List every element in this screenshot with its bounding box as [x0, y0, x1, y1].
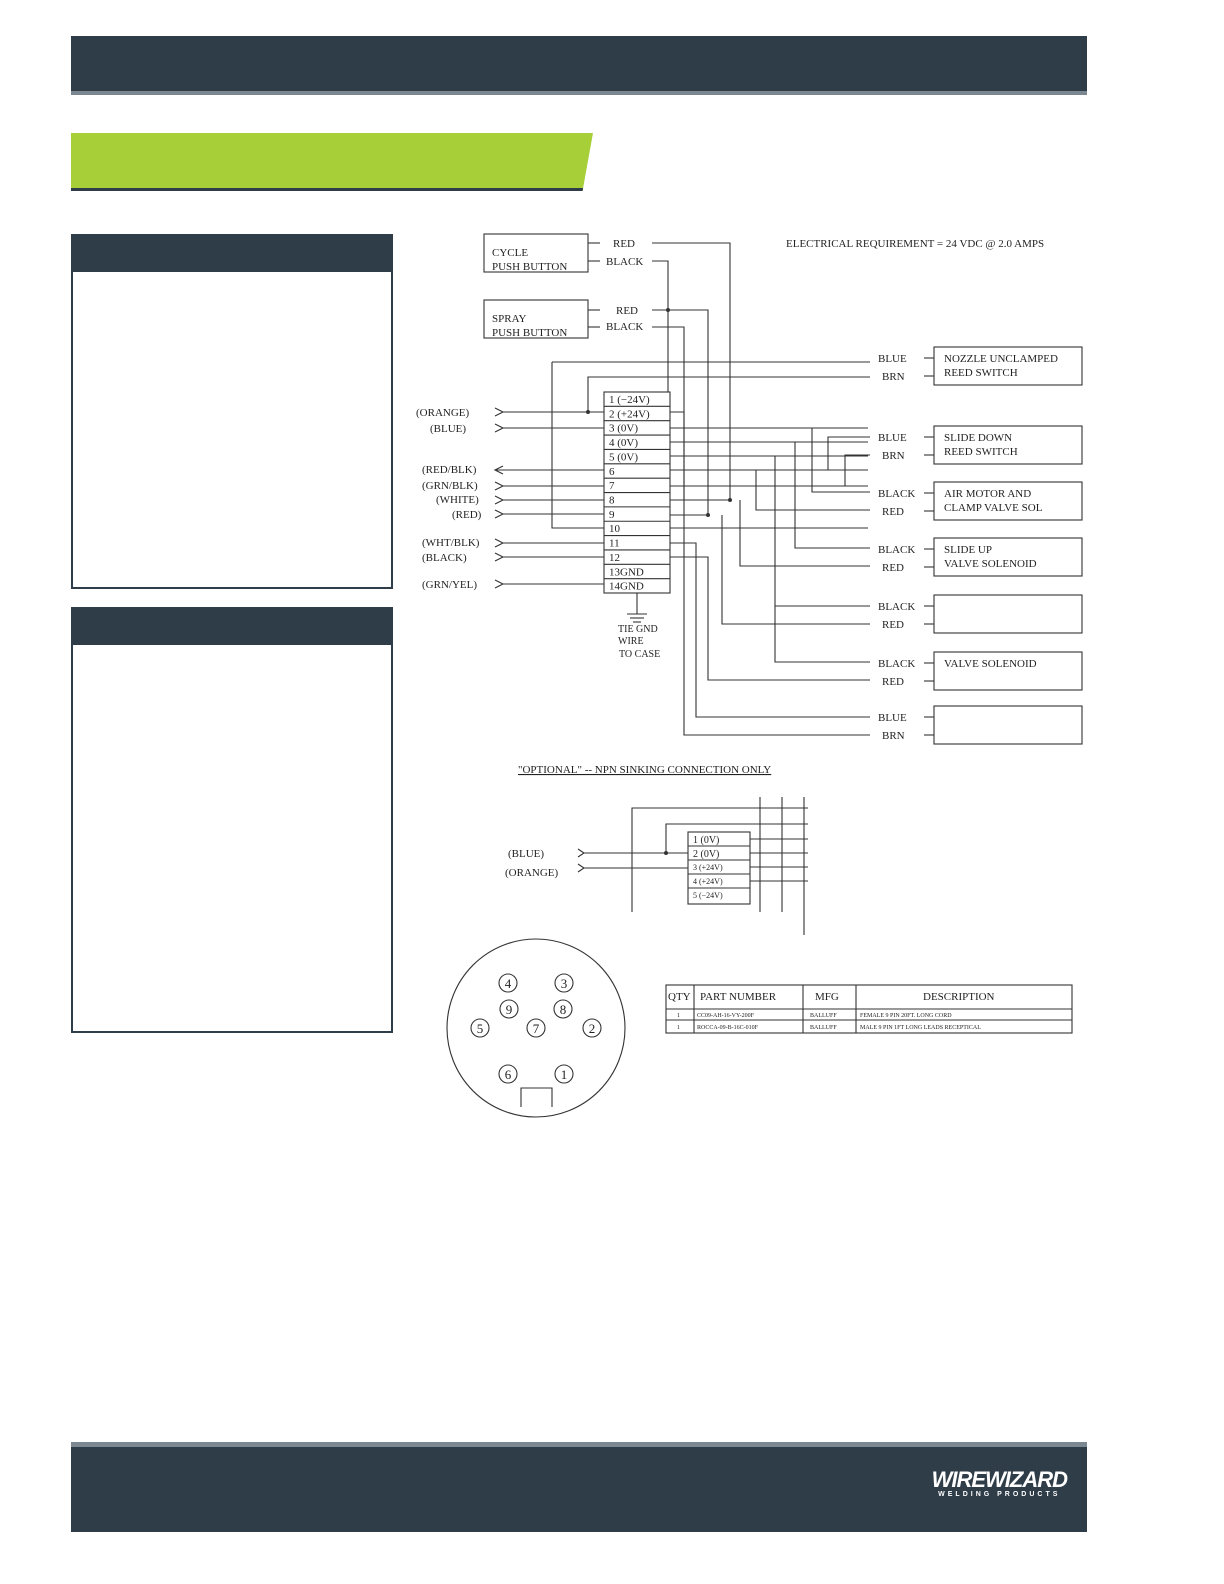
device-box	[934, 595, 1082, 633]
input-wht-blk: (WHT/BLK)	[422, 537, 480, 549]
input-orange: (ORANGE)	[416, 407, 470, 419]
optional-terminal-5: 5 (−24V)	[693, 891, 723, 900]
logo-tagline: WELDING PRODUCTS	[938, 1491, 1061, 1498]
ground-note-3: TO CASE	[619, 649, 661, 660]
connector-pin-label: 8	[559, 1002, 567, 1017]
logo-wordmark: WIREWIZARD	[931, 1467, 1067, 1492]
optional-terminal-3: 3 (+24V)	[693, 863, 723, 872]
cycle-label-2: PUSH BUTTON	[492, 261, 568, 273]
electrical-requirement: ELECTRICAL REQUIREMENT = 24 VDC @ 2.0 AMPS	[786, 238, 1045, 250]
input-grn-yel: (GRN/YEL)	[422, 579, 477, 591]
terminal-label: 9	[609, 508, 615, 521]
terminal-label: 14GND	[609, 580, 644, 593]
device-label-1: VALVE SOLENOID	[944, 658, 1037, 670]
spray-wire-red: RED	[616, 305, 638, 317]
table-row-1-part: CC09-AH-16-VY-200F	[697, 1013, 754, 1019]
device-wire-a: BLACK	[878, 488, 916, 500]
table-row-2-mfg: BALLUFF	[810, 1025, 837, 1031]
spray-wire-black: BLACK	[606, 321, 644, 333]
connector-pin-label: 1	[560, 1067, 568, 1082]
terminal-label: 4 (0V)	[609, 437, 639, 450]
input-red-blk: (RED/BLK)	[422, 464, 477, 476]
ground-symbol	[627, 593, 647, 622]
terminal-label: 5 (0V)	[609, 451, 639, 464]
optional-terminal-4: 4 (+24V)	[693, 877, 723, 886]
terminal-label: 7	[609, 480, 615, 493]
spray-label-1: SPRAY	[492, 313, 527, 325]
device-label-1: SLIDE UP	[944, 544, 992, 556]
terminal-label: 10	[609, 523, 620, 536]
device-wire-a: BLACK	[878, 544, 916, 556]
cycle-wire-red: RED	[613, 238, 635, 250]
device-wire-b: RED	[882, 562, 904, 574]
table-row-2-part: ROCCA-09-B-16C-010F	[697, 1025, 759, 1031]
device-label-1: SLIDE DOWN	[944, 432, 1013, 444]
device-label-2: REED SWITCH	[944, 367, 1018, 379]
device-box	[934, 706, 1082, 744]
connector-pin-label: 5	[476, 1021, 484, 1036]
ground-note-2: WIRE	[618, 636, 644, 647]
device-label-2: CLAMP VALVE SOL	[944, 502, 1043, 514]
wire-wizard-logo	[932, 1467, 1067, 1498]
terminal-label: 13GND	[609, 566, 644, 579]
table-row-2-qty: 1	[677, 1025, 680, 1031]
device-wire-a: BLUE	[878, 432, 907, 444]
device-wire-b: BRN	[882, 450, 905, 462]
terminal-label: 6	[609, 465, 615, 478]
optional-terminal-2: 2 (0V)	[693, 849, 720, 860]
connector-pin-label: 4	[504, 976, 512, 991]
device-wire-b: RED	[882, 506, 904, 518]
device-wire-a: BLUE	[878, 712, 907, 724]
table-row-1-desc: FEMALE 9 PIN 20FT. LONG CORD	[860, 1013, 952, 1019]
device-bus-wiring	[666, 308, 870, 735]
optional-input-blue: (BLUE)	[508, 848, 545, 860]
connector-pin-label: 7	[532, 1021, 540, 1036]
terminal-label: 8	[609, 494, 615, 507]
cycle-wire-black: BLACK	[606, 256, 644, 268]
cycle-label-1: CYCLE	[492, 247, 529, 259]
device-label-1: NOZZLE UNCLAMPED	[944, 353, 1058, 365]
input-red: (RED)	[452, 509, 482, 521]
table-row-1-qty: 1	[677, 1013, 680, 1019]
device-wire-a: BLUE	[878, 353, 907, 365]
optional-terminal-1: 1 (0V)	[693, 835, 720, 846]
terminal-label: 1 (−24V)	[609, 394, 650, 406]
device-wire-b: BRN	[882, 730, 905, 742]
table-header-desc: DESCRIPTION	[923, 991, 995, 1003]
terminal-label: 12	[609, 551, 620, 564]
terminal-label: 2 (+24V)	[609, 408, 650, 421]
input-black: (BLACK)	[422, 552, 467, 564]
input-white: (WHITE)	[436, 494, 479, 506]
terminal-label: 3 (0V)	[609, 422, 639, 435]
device-label-2: REED SWITCH	[944, 446, 1018, 458]
table-header-qty: QTY	[668, 991, 691, 1003]
device-label-2: VALVE SOLENOID	[944, 558, 1037, 570]
table-row-1-mfg: BALLUFF	[810, 1013, 837, 1019]
footer-bar	[71, 1442, 1087, 1532]
table-header-mfg: MFG	[815, 991, 839, 1003]
connector-pin-label: 9	[505, 1002, 513, 1017]
spray-label-2: PUSH BUTTON	[492, 327, 568, 339]
connector-pin-label: 6	[504, 1067, 512, 1082]
table-header-part: PART NUMBER	[700, 991, 777, 1003]
device-wire-b: RED	[882, 676, 904, 688]
input-blue: (BLUE)	[430, 423, 467, 435]
device-wire-a: BLACK	[878, 658, 916, 670]
terminal-label: 11	[609, 537, 620, 550]
connector-pin-label: 2	[588, 1021, 596, 1036]
optional-input-orange: (ORANGE)	[505, 867, 559, 879]
device-label-1: AIR MOTOR AND	[944, 488, 1032, 500]
table-row-2-desc: MALE 9 PIN 1FT LONG LEADS RECEPTICAL	[860, 1025, 981, 1031]
device-wire-b: RED	[882, 619, 904, 631]
connector-pin-label: 3	[560, 976, 568, 991]
device-wire-b: BRN	[882, 371, 905, 383]
ground-note-1: TIE GND	[618, 624, 658, 635]
device-wire-a: BLACK	[878, 601, 916, 613]
optional-title: "OPTIONAL" -- NPN SINKING CONNECTION ONLY	[518, 764, 772, 776]
input-grn-blk: (GRN/BLK)	[422, 480, 478, 492]
